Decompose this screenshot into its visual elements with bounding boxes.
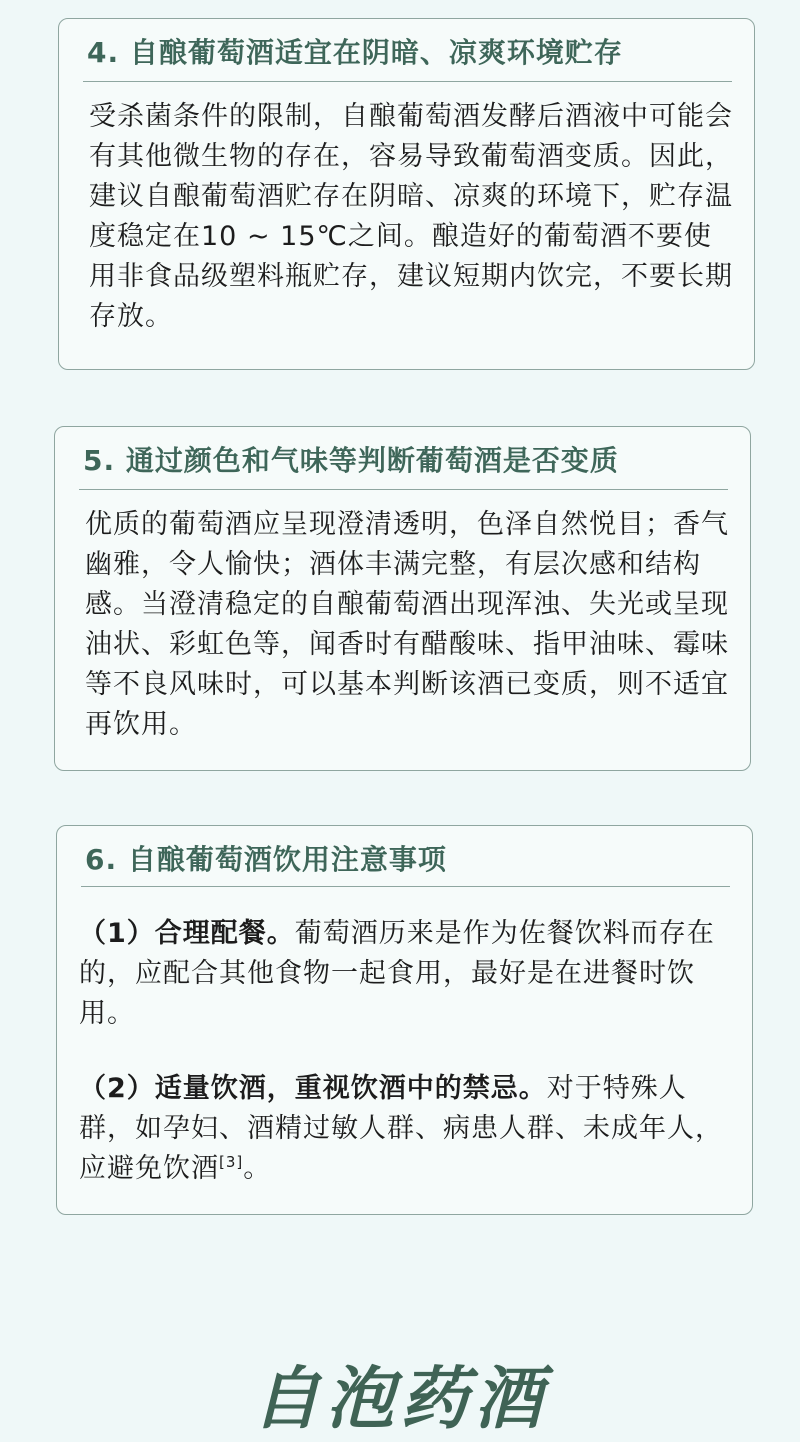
note-text: 葡萄酒历来是作为佐餐饮料而存在的，应配合其他食物一起食用，最好是在进餐时饮用。	[79, 918, 715, 1029]
reference-marker: [3]	[219, 1153, 244, 1171]
note-item-moderation	[79, 1069, 734, 1189]
note-heading: （1）合理配餐。	[79, 918, 295, 949]
section-card-spoilage	[54, 426, 751, 771]
brand-logo-calligraphy: 自泡药酒	[251, 1359, 548, 1439]
note-heading: （2）适量饮酒，重视饮酒中的禁忌。	[79, 1073, 547, 1104]
section-title: 6. 自酿葡萄酒饮用注意事项	[85, 843, 447, 876]
note-item-pairing	[79, 914, 734, 1034]
section-title: 4. 自酿葡萄酒适宜在阴暗、凉爽环境贮存	[87, 36, 623, 69]
title-divider	[81, 886, 730, 887]
title-divider	[83, 81, 732, 82]
note-tail: 。	[243, 1153, 272, 1184]
section-body: 受杀菌条件的限制，自酿葡萄酒发酵后酒液中可能会有其他微生物的存在，容易导致葡萄酒变质。因此，建议自酿葡萄酒贮存在阴暗、凉爽的环境下，贮存温度稳定在10 ~ 15℃之间。酿造好的葡萄酒不要使用非食品级塑料瓶贮存，建议短期内饮完，不要长期存放。	[89, 101, 733, 332]
title-divider	[79, 489, 728, 490]
note-text: 对于特殊人群，如孕妇、酒精过敏人群、病患人群、未成年人，应避免饮酒	[79, 1073, 723, 1184]
section-title: 5. 通过颜色和气味等判断葡萄酒是否变质	[83, 444, 619, 477]
section-card-drinking-notes	[56, 825, 753, 1215]
section-card-storage	[58, 18, 755, 370]
section-body: 优质的葡萄酒应呈现澄清透明，色泽自然悦目；香气幽雅，令人愉快；酒体丰满完整，有层次感和结构感。当澄清稳定的自酿葡萄酒出现浑浊、失光或呈现油状、彩虹色等，闻香时有醋酸味、指甲油味、霉味等不良风味时，可以基本判断该酒已变质，则不适宜再饮用。	[85, 509, 729, 740]
